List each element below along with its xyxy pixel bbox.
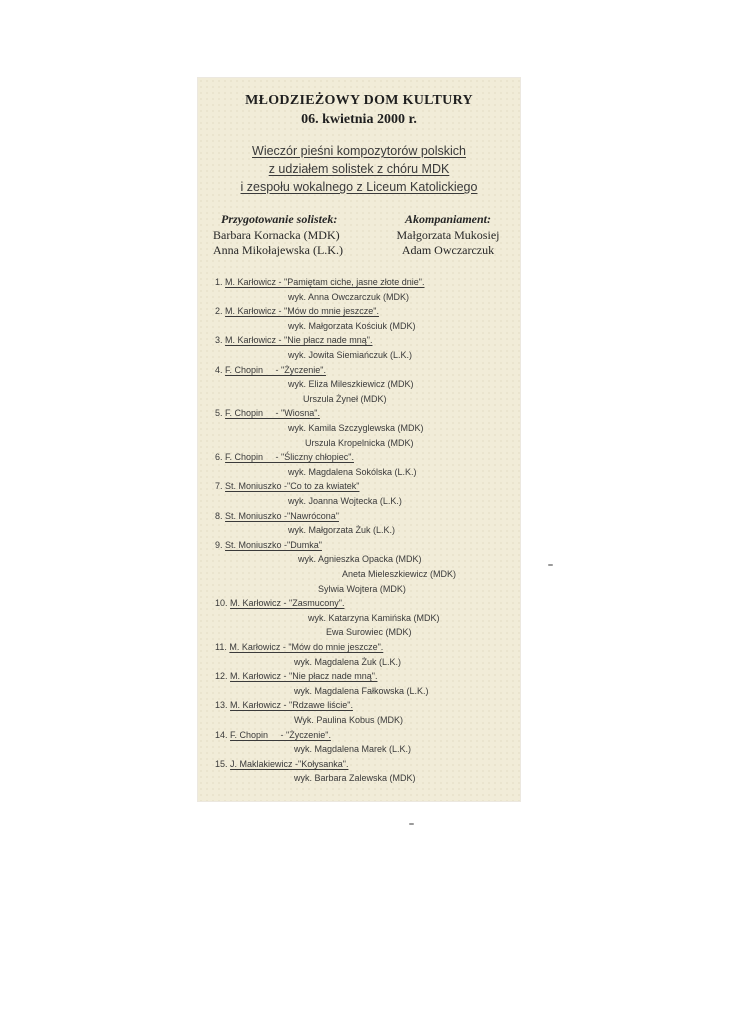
program-item-title bbox=[215, 335, 372, 345]
program-item-work: J. Maklakiewicz -"Kołysanka". bbox=[230, 758, 349, 769]
program-item-title bbox=[215, 730, 331, 740]
accompaniment-role: Akompaniament: bbox=[404, 212, 491, 226]
program-item-work: F. Chopin - "Życzenie". bbox=[225, 364, 326, 375]
scan-speck bbox=[548, 564, 553, 566]
program-item-number: 2. bbox=[215, 306, 223, 317]
program-item-performer: Ewa Surowiec (MDK) bbox=[326, 627, 412, 638]
program-item-title bbox=[215, 481, 359, 491]
program-item-number: 4. bbox=[215, 364, 223, 375]
subtitle-line-3: i zespołu wokalnego z Liceum Katolickiego bbox=[240, 180, 478, 194]
program-item-work: F. Chopin - "Wiosna". bbox=[225, 408, 320, 419]
subtitle-line-2: z udziałem solistek z chóru MDK bbox=[268, 162, 450, 176]
event-date: 06. kwietnia 2000 r. bbox=[301, 112, 417, 127]
program-item-work: M. Karłowicz - "Rdzawe liście". bbox=[230, 700, 353, 711]
preparation-person: Anna Mikołajewska (L.K.) bbox=[213, 243, 343, 257]
program-item-performer: Urszula Kropelnicka (MDK) bbox=[305, 437, 414, 448]
program-item-number: 13. bbox=[215, 700, 228, 711]
program-item-work: M. Karłowicz - "Mów do mnie jeszcze". bbox=[229, 642, 384, 652]
program-item-performer: wyk. Magdalena Sokólska (L.K.) bbox=[288, 466, 417, 477]
program-item-performer: Sylwia Wojtera (MDK) bbox=[318, 583, 406, 594]
program-item-work: M. Karłowicz - "Nie płacz nade mną". bbox=[225, 335, 373, 346]
program-item-number: 15. bbox=[215, 758, 228, 769]
program-item-work: M. Karłowicz - "Nie płacz nade mną". bbox=[230, 671, 378, 682]
program-item-performer: wyk. Małgorzata Żuk (L.K.) bbox=[288, 525, 396, 536]
program-item-number: 12. bbox=[215, 671, 228, 682]
subtitle-line-1: Wieczór pieśni kompozytorów polskich bbox=[252, 144, 466, 158]
preparation-role: Przygotowanie solistek: bbox=[221, 212, 338, 226]
program-sheet bbox=[198, 78, 520, 801]
program-item-title bbox=[215, 598, 344, 608]
program-item-performer: wyk. Jowita Siemiańczuk (L.K.) bbox=[288, 350, 413, 360]
program-item-number: 1. bbox=[215, 277, 223, 287]
program-item-title bbox=[215, 700, 353, 710]
program-item-work: F. Chopin - "Śliczny chłopiec". bbox=[225, 452, 354, 463]
program-item-work: F. Chopin - "Życzenie". bbox=[230, 729, 331, 740]
accompaniment-person: Małgorzata Mukosiej bbox=[396, 227, 500, 242]
scan-speck bbox=[409, 823, 414, 825]
program-item-number: 3. bbox=[215, 335, 223, 346]
program-item-title bbox=[215, 408, 320, 418]
program-item-number: 14. bbox=[215, 729, 228, 740]
accompaniment-credits bbox=[384, 212, 512, 259]
program-item-number: 9. bbox=[215, 539, 223, 550]
program-item-title bbox=[215, 511, 339, 521]
program-item-performer: wyk. Magdalena Żuk (L.K.) bbox=[294, 656, 402, 667]
program-item-performer: wyk. Małgorzata Kościuk (MDK) bbox=[288, 320, 416, 331]
program-item-performer: wyk. Magdalena Marek (L.K.) bbox=[294, 744, 412, 755]
program-item-title bbox=[215, 759, 348, 769]
program-item-performer: wyk. Eliza Mileszkiewicz (MDK) bbox=[288, 379, 414, 390]
program-item-number: 5. bbox=[215, 408, 223, 419]
program-item-work: M. Karłowicz - "Zasmucony". bbox=[230, 598, 345, 609]
program-item-performer: Urszula Żyneł (MDK) bbox=[303, 393, 387, 404]
program-item-performer: wyk. Magdalena Fałkowska (L.K.) bbox=[294, 685, 429, 696]
program-item-work: St. Moniuszko -"Nawrócona" bbox=[225, 510, 339, 521]
program-item-title bbox=[215, 671, 377, 681]
program-item-performer: Aneta Mieleszkiewicz (MDK) bbox=[342, 569, 457, 579]
program-item-number: 11. bbox=[215, 642, 227, 652]
program-item-performer: wyk. Katarzyna Kamińska (MDK) bbox=[308, 612, 440, 623]
venue-title: MŁODZIEŻOWY DOM KULTURY bbox=[245, 93, 473, 108]
program-item-title bbox=[215, 540, 322, 550]
program-item-title bbox=[215, 452, 354, 462]
program-item-performer: wyk. Agnieszka Opacka (MDK) bbox=[298, 554, 422, 565]
program-item-performer: wyk. Joanna Wojtecka (L.K.) bbox=[288, 496, 402, 506]
program-item-number: 6. bbox=[215, 452, 223, 463]
accompaniment-person: Adam Owczarczuk bbox=[401, 243, 495, 257]
program-item-work: St. Moniuszko -"Co to za kwiatek" bbox=[225, 481, 360, 492]
program-item-title bbox=[215, 277, 425, 287]
program-item-number: 10. bbox=[215, 598, 228, 609]
program-item-work: St. Moniuszko -"Dumka" bbox=[225, 539, 322, 550]
program-item-performer: wyk. Barbara Zalewska (MDK) bbox=[294, 773, 416, 784]
program-item-performer: wyk. Kamila Szczyglewska (MDK) bbox=[288, 423, 424, 433]
program-item-work: M. Karłowicz - "Mów do mnie jeszcze". bbox=[225, 306, 379, 317]
program-item-title bbox=[215, 306, 379, 316]
program-item-work: M. Karłowicz - "Pamiętam ciche, jasne złote dnie". bbox=[225, 277, 425, 287]
program-item-title bbox=[215, 642, 383, 652]
preparation-person: Barbara Kornacka (MDK) bbox=[213, 227, 340, 242]
program-item-number: 8. bbox=[215, 510, 223, 521]
program-item-performer: Wyk. Paulina Kobus (MDK) bbox=[294, 715, 403, 725]
program-item-title bbox=[215, 365, 326, 375]
preparation-credits bbox=[213, 212, 343, 259]
program-item-number: 7. bbox=[215, 481, 223, 492]
program-item-performer: wyk. Anna Owczarczuk (MDK) bbox=[288, 291, 410, 302]
